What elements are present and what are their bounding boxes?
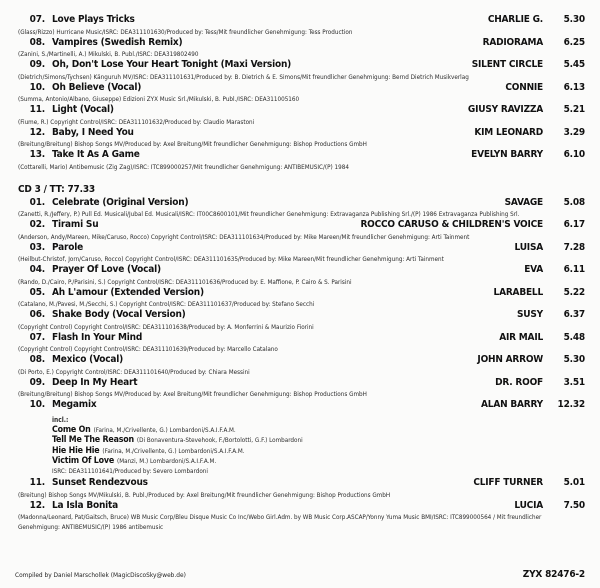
track-title: Take It As A Game bbox=[52, 149, 140, 160]
track-title: Oh Believe (Vocal) bbox=[52, 81, 142, 93]
track-credit: (Fiume, R.) Copyright Control/ISRC: DEA311101632/Produced by: Claudio Marastoni bbox=[18, 118, 255, 126]
track-number: 09. bbox=[29, 59, 45, 70]
track-artist: ROCCO CARUSO & CHILDREN'S VOICE bbox=[360, 219, 543, 230]
track-row bbox=[15, 37, 585, 51]
cd-section-header: CD 3 / TT: 77.33 bbox=[18, 183, 95, 195]
track-number: 05. bbox=[29, 286, 45, 298]
track-duration: 5.30 bbox=[563, 14, 585, 25]
track-artist: RADIORAMA bbox=[482, 36, 543, 48]
track-number: 08. bbox=[29, 354, 45, 365]
track-title: Parole bbox=[52, 241, 83, 253]
track-artist: CONNIE bbox=[505, 81, 543, 93]
megamix-details bbox=[52, 416, 585, 477]
megamix-subsong bbox=[52, 435, 585, 446]
track-row bbox=[15, 127, 585, 141]
megamix-subsong bbox=[52, 456, 585, 467]
track-credit: (Heilbut-Christof, Jorn/Caruso, Rocco) Copyright Control/ISRC: DEA311101635/Produced by: Mike Mareen/Mit freundlicher Genehmigung: Arti Tainment bbox=[18, 256, 444, 263]
track-row bbox=[15, 287, 585, 301]
track-artist: LUISA bbox=[514, 241, 543, 253]
track-title: Mexico (Vocal) bbox=[52, 354, 124, 365]
track-duration: 5.45 bbox=[563, 59, 585, 70]
track-number: 10. bbox=[29, 399, 45, 410]
track-row bbox=[15, 149, 585, 163]
track-credit: (Copyright Control) Copyright Control/ISRC: DEA311101638/Produced by: A. Monferrini & Maurizio Fiorini bbox=[18, 323, 314, 331]
subsong-title: Victim Of Love bbox=[52, 456, 114, 466]
track-row bbox=[15, 104, 585, 118]
track-duration: 6.17 bbox=[563, 219, 585, 230]
track-artist: DR. ROOF bbox=[495, 376, 543, 388]
track-list bbox=[15, 14, 585, 172]
subsong-title: Tell Me The Reason bbox=[52, 435, 134, 445]
track-duration: 5.22 bbox=[563, 286, 585, 298]
track-duration: 12.32 bbox=[557, 399, 585, 410]
track-artist: AIR MAIL bbox=[499, 331, 543, 343]
track-duration: 7.50 bbox=[563, 499, 585, 511]
track-number: 09. bbox=[29, 376, 45, 388]
track-credit: (Breitung/Breitung) Bishop Songs MV/Produced by: Axel Breitung/Mit freundlicher Genehmigung: Bishop Productions GmbH bbox=[18, 391, 367, 398]
track-duration: 6.25 bbox=[563, 36, 585, 48]
track-number: 03. bbox=[29, 241, 45, 253]
track-row bbox=[15, 82, 585, 96]
track-duration: 6.10 bbox=[563, 149, 585, 160]
cd-section bbox=[15, 184, 585, 534]
track-number: 06. bbox=[29, 309, 45, 320]
track-row bbox=[15, 309, 585, 323]
track-item bbox=[15, 309, 585, 332]
track-number: 12. bbox=[29, 126, 45, 138]
track-artist: EVELYN BARRY bbox=[471, 149, 543, 160]
track-row bbox=[15, 399, 585, 413]
track-artist: CLIFF TURNER bbox=[473, 477, 543, 488]
track-credit: (Summa, Antonio/Albano, Giuseppe) Edizioni ZYX Music Srl./Mikulski, B. Publ./ISRC: DEA311005160 bbox=[18, 96, 300, 103]
track-number: 12. bbox=[29, 499, 45, 511]
track-item bbox=[15, 14, 585, 37]
track-row bbox=[15, 332, 585, 346]
subsong-title: Hie Hie Hie bbox=[52, 445, 100, 456]
megamix-subsong bbox=[52, 446, 585, 457]
track-item bbox=[15, 127, 585, 150]
track-number: 11. bbox=[29, 104, 45, 115]
track-duration: 3.29 bbox=[563, 126, 585, 138]
tracklist-sections bbox=[15, 14, 585, 533]
track-item bbox=[15, 377, 585, 400]
track-number: 07. bbox=[29, 331, 45, 343]
track-artist: JOHN ARROW bbox=[477, 354, 543, 365]
track-title: Flash In Your Mind bbox=[52, 331, 143, 343]
track-title: Vampires (Swedish Remix) bbox=[52, 36, 183, 48]
footer bbox=[15, 569, 585, 580]
track-artist: LARABELL bbox=[493, 286, 543, 298]
track-duration: 5.48 bbox=[563, 331, 585, 343]
track-item bbox=[15, 287, 585, 310]
track-credit: (Madonna/Leonard, Pat/Gaitsch, Bruce) WB Music Corp/Bleu Disque Music Co Inc/Webo Girl.Adm. by WB Music Corp.ASCAP/Yonny Yuma Music BMI/ISRC: ITC899000564 / Mit freundlicher Genehmigung: ANTIBEMUSIC/(P) 1986 antibemusic bbox=[18, 514, 542, 531]
track-item bbox=[15, 264, 585, 287]
track-item bbox=[15, 197, 585, 220]
track-item bbox=[15, 477, 585, 500]
cd-section bbox=[15, 14, 585, 172]
track-row bbox=[15, 377, 585, 391]
track-artist: GIUSY RAVIZZA bbox=[467, 104, 543, 115]
track-artist: ALAN BARRY bbox=[481, 399, 543, 410]
track-credit: (Copyright Control) Copyright Control/ISRC: DEA311101639/Produced by: Marcello Catalano bbox=[18, 346, 278, 353]
track-title: Baby, I Need You bbox=[52, 126, 134, 138]
track-title: La Isla Bonita bbox=[52, 499, 119, 511]
compiled-by-note: Compiled by Daniel Marschollek (MagicDiscoSky@web.de) bbox=[15, 571, 186, 579]
track-title: Oh, Don't Lose Your Heart Tonight (Maxi Version) bbox=[52, 59, 292, 70]
track-duration: 5.30 bbox=[563, 354, 585, 365]
subsong-credit: (Farina, M./Crivellente, G.) Lombardoni/S.A.I.F.A.M. bbox=[93, 426, 236, 434]
track-number: 10. bbox=[29, 81, 45, 93]
track-item bbox=[15, 82, 585, 105]
track-title: Shake Body (Vocal Version) bbox=[52, 309, 186, 320]
track-duration: 6.13 bbox=[563, 81, 585, 93]
track-duration: 5.01 bbox=[563, 477, 585, 488]
track-item bbox=[15, 399, 585, 476]
track-item bbox=[15, 149, 585, 172]
track-item bbox=[15, 37, 585, 60]
track-artist: CHARLIE G. bbox=[487, 14, 543, 25]
track-credit: (Breitung) Bishop Songs MV/Mikulski, B. Publ./Produced by: Axel Breitung/Mit freundlicher Genehmigung: Bishop Productions GmbH bbox=[18, 491, 391, 499]
track-duration: 6.11 bbox=[563, 264, 585, 275]
subsong-title: Come On bbox=[52, 424, 91, 435]
track-item bbox=[15, 219, 585, 242]
catalog-number: ZYX 82476-2 bbox=[522, 569, 585, 580]
track-credit: (Zanini, S./Martinelli, A.) Mikulski, B. Publ./ISRC: DEA319802490 bbox=[18, 51, 199, 58]
track-row bbox=[15, 14, 585, 28]
track-row bbox=[15, 219, 585, 233]
track-artist: KIM LEONARD bbox=[474, 126, 543, 138]
track-credit: (Zanetti, R./Jeffery, P.) Pull Ed. Musicali/Jubal Ed. Musicali/ISRC: IT00C8600101/Mit freundlicher Genehmigung: Extravaganza Publishing Srl./(P) 1986 Extravaganza Publishing Srl. bbox=[18, 211, 520, 218]
track-credit: (Catalano, M./Pavesi, M./Secchi, S.) Copyright Control/ISRC: DEA311101637/Produced by: Stefano Secchi bbox=[18, 301, 315, 308]
track-artist: LUCIA bbox=[514, 499, 543, 511]
track-credit: (Cottarelli, Mario) Antibemusic (Zig Zag)/ISRC: ITC899000257/Mit freundlicher Genehmigung: ANTIBEMUSIC/(P) 1984 bbox=[18, 163, 349, 171]
track-number: 13. bbox=[29, 149, 45, 160]
track-duration: 7.28 bbox=[563, 241, 585, 253]
track-item bbox=[15, 104, 585, 127]
track-number: 11. bbox=[29, 477, 45, 488]
track-number: 01. bbox=[29, 196, 45, 208]
megamix-incl-label: incl.: bbox=[52, 415, 69, 424]
track-row bbox=[15, 242, 585, 256]
subsong-credit: (Di Bonaventura-Stevehook, F./Bortolotti, G.F.) Lombardoni bbox=[136, 437, 303, 444]
track-title: Tirami Su bbox=[52, 219, 99, 230]
track-number: 07. bbox=[29, 14, 45, 25]
track-credit: (Dietrich/Simons/Tychsen) Känguruh MV/ISRC: DEA311101631/Produced by: B. Dietrich & E. Simons/Mit freundlicher Genehmigung: Bernd Dietrich Musikverlag bbox=[18, 73, 469, 81]
megamix-subsong bbox=[52, 425, 585, 436]
track-row bbox=[15, 197, 585, 211]
track-duration: 3.51 bbox=[563, 376, 585, 388]
track-row bbox=[15, 500, 585, 514]
track-list bbox=[15, 197, 585, 534]
track-title: Megamix bbox=[52, 399, 97, 410]
track-credit: (Di Porto, E.) Copyright Control/ISRC: DEA311101640/Produced by: Chiara Messini bbox=[18, 368, 250, 376]
track-item bbox=[15, 59, 585, 82]
track-row bbox=[15, 477, 585, 491]
track-credit: (Rando, D./Cairo, P./Parisini, S.) Copyright Control/ISRC: DEA311101636/Produced by: E. Maffione, P. Cairo & S. Parisini bbox=[18, 278, 352, 286]
track-item bbox=[15, 332, 585, 355]
track-row bbox=[15, 264, 585, 278]
track-credit: (Breitung/Breitung) Bishop Songs MV/Produced by: Axel Breitung/Mit freundlicher Genehmigung: Bishop Productions GmbH bbox=[18, 141, 367, 148]
subsong-credit: (Farina, M./Crivellente, G.) Lombardoni/S.A.I.F.A.M. bbox=[102, 447, 245, 455]
track-credit: (Anderson, Andy/Mareen, Mike/Caruso, Rocco) Copyright Control/ISRC: DEA311101634/Produced by: Mike Mareen/Mit freundlicher Genehmigung: Arti Tainment bbox=[18, 233, 470, 241]
track-item bbox=[15, 354, 585, 377]
track-row bbox=[15, 354, 585, 368]
subsong-credit: (Manzi, M.) Lombardoni/S.A.I.F.A.M. bbox=[117, 458, 217, 465]
track-number: 04. bbox=[29, 264, 45, 275]
track-duration: 6.37 bbox=[563, 309, 585, 320]
track-item bbox=[15, 500, 585, 534]
track-artist: EVA bbox=[524, 264, 543, 275]
megamix-isrc: ISRC: DEA311101641/Produced by: Severo Lombardoni bbox=[52, 467, 208, 475]
track-credit: (Glass/Rizzo) Hurricane Music/ISRC: DEA311101630/Produced by: Tess/Mit freundlicher Genehmigung: Tess Production bbox=[18, 28, 353, 36]
track-duration: 5.08 bbox=[563, 196, 585, 208]
track-number: 08. bbox=[29, 36, 45, 48]
track-item bbox=[15, 242, 585, 265]
track-artist: SAVAGE bbox=[504, 196, 543, 208]
track-title: Deep In My Heart bbox=[52, 376, 138, 388]
track-duration: 5.21 bbox=[563, 104, 585, 115]
track-title: Ah L'amour (Extended Version) bbox=[52, 286, 204, 298]
track-title: Love Plays Tricks bbox=[52, 14, 135, 25]
track-title: Prayer Of Love (Vocal) bbox=[52, 264, 161, 275]
track-row bbox=[15, 59, 585, 73]
track-number: 02. bbox=[29, 219, 45, 230]
track-title: Sunset Rendezvous bbox=[52, 477, 148, 488]
track-title: Celebrate (Original Version) bbox=[52, 196, 189, 208]
track-artist: SUSY bbox=[517, 309, 543, 320]
track-artist: SILENT CIRCLE bbox=[471, 59, 543, 70]
track-title: Light (Vocal) bbox=[52, 104, 114, 115]
